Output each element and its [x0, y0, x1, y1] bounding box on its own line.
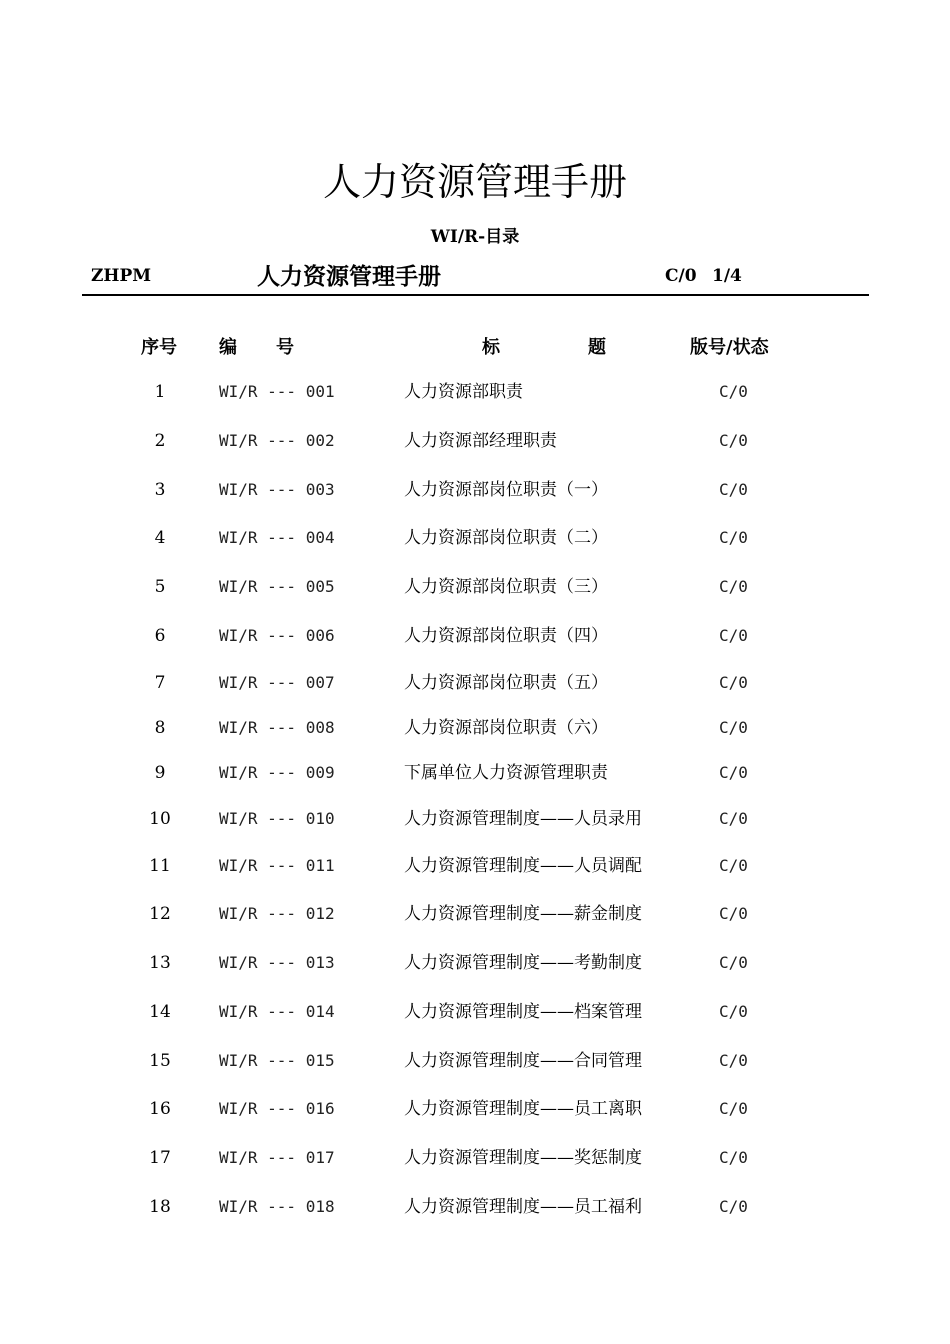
row-code: WI/R --- 006	[219, 626, 335, 645]
row-code: WI/R --- 012	[219, 904, 335, 923]
table-row	[0, 714, 950, 742]
row-number: 6	[154, 626, 166, 646]
row-title: 人力资源管理制度——人员录用	[404, 809, 642, 829]
row-title: 人力资源部岗位职责（三）	[404, 577, 608, 597]
row-number: 12	[149, 904, 171, 924]
row-title: 人力资源管理制度——员工离职	[404, 1099, 642, 1119]
column-header-version: 版号/状态	[690, 337, 769, 358]
table-row	[0, 1144, 950, 1172]
row-code: WI/R --- 011	[219, 856, 335, 875]
table-row	[0, 852, 950, 880]
table-row	[0, 949, 950, 977]
row-number: 16	[149, 1099, 171, 1119]
row-number: 10	[149, 809, 171, 829]
header-page-number: 1/4	[712, 266, 742, 286]
row-title: 人力资源管理制度——奖惩制度	[404, 1148, 642, 1168]
row-number: 3	[154, 480, 166, 500]
table-row	[0, 1095, 950, 1123]
row-title: 人力资源部职责	[404, 382, 523, 402]
row-version: C/0	[719, 577, 748, 596]
page-title: 人力资源管理手册	[322, 160, 627, 204]
row-code: WI/R --- 018	[219, 1197, 335, 1216]
table-row	[0, 427, 950, 455]
row-code: WI/R --- 007	[219, 673, 335, 692]
row-code: WI/R --- 013	[219, 953, 335, 972]
row-version: C/0	[719, 1051, 748, 1070]
row-number: 15	[149, 1051, 171, 1071]
row-version: C/0	[719, 953, 748, 972]
row-code: WI/R --- 016	[219, 1099, 335, 1118]
column-header-title-1: 标	[482, 337, 500, 358]
row-title: 人力资源管理制度——合同管理	[404, 1051, 642, 1071]
row-title: 人力资源部岗位职责（六）	[404, 718, 608, 738]
document-code: WI/R-目录	[430, 227, 520, 247]
row-number: 4	[154, 528, 166, 548]
row-version: C/0	[719, 1148, 748, 1167]
row-number: 17	[149, 1148, 171, 1168]
table-row	[0, 378, 950, 406]
table-row	[0, 1193, 950, 1221]
row-title: 人力资源部经理职责	[404, 431, 557, 451]
column-header-no: 序号	[141, 337, 177, 358]
table-row	[0, 622, 950, 650]
header-org-code: ZHPM	[91, 266, 152, 286]
row-code: WI/R --- 004	[219, 528, 335, 547]
row-title: 人力资源管理制度——薪金制度	[404, 904, 642, 924]
row-version: C/0	[719, 763, 748, 782]
row-title: 人力资源部岗位职责（二）	[404, 528, 608, 548]
row-number: 9	[154, 763, 166, 783]
row-number: 1	[154, 382, 166, 402]
row-number: 5	[154, 577, 166, 597]
row-version: C/0	[719, 528, 748, 547]
row-title: 人力资源管理制度——考勤制度	[404, 953, 642, 973]
column-header-title-2: 题	[588, 337, 606, 358]
table-row	[0, 476, 950, 504]
row-version: C/0	[719, 718, 748, 737]
table-row	[0, 805, 950, 833]
row-code: WI/R --- 001	[219, 382, 335, 401]
row-title: 人力资源管理制度——人员调配	[404, 856, 642, 876]
row-code: WI/R --- 015	[219, 1051, 335, 1070]
row-code: WI/R --- 002	[219, 431, 335, 450]
row-version: C/0	[719, 809, 748, 828]
row-code: WI/R --- 003	[219, 480, 335, 499]
row-code: WI/R --- 009	[219, 763, 335, 782]
header-manual-title: 人力资源管理手册	[257, 263, 441, 290]
row-code: WI/R --- 017	[219, 1148, 335, 1167]
row-number: 18	[149, 1197, 171, 1217]
row-version: C/0	[719, 626, 748, 645]
row-version: C/0	[719, 431, 748, 450]
table-row	[0, 669, 950, 697]
row-title: 人力资源管理制度——员工福利	[404, 1197, 642, 1217]
column-header-code-2: 号	[276, 337, 294, 358]
row-version: C/0	[719, 673, 748, 692]
row-title: 下属单位人力资源管理职责	[404, 763, 608, 783]
header-divider	[82, 294, 869, 296]
row-title: 人力资源部岗位职责（一）	[404, 480, 608, 500]
table-row	[0, 998, 950, 1026]
table-row	[0, 1047, 950, 1075]
table-row	[0, 524, 950, 552]
table-row	[0, 573, 950, 601]
row-code: WI/R --- 008	[219, 718, 335, 737]
table-row	[0, 759, 950, 787]
row-version: C/0	[719, 1197, 748, 1216]
row-number: 11	[149, 856, 171, 876]
row-code: WI/R --- 005	[219, 577, 335, 596]
row-version: C/0	[719, 1002, 748, 1021]
row-number: 2	[154, 431, 166, 451]
row-version: C/0	[719, 382, 748, 401]
row-title: 人力资源管理制度——档案管理	[404, 1002, 642, 1022]
row-title: 人力资源部岗位职责（五）	[404, 673, 608, 693]
header-version: C/0	[665, 266, 697, 286]
row-version: C/0	[719, 1099, 748, 1118]
row-version: C/0	[719, 480, 748, 499]
column-header-code-1: 编	[219, 337, 237, 358]
row-number: 13	[149, 953, 171, 973]
row-version: C/0	[719, 856, 748, 875]
row-number: 8	[154, 718, 166, 738]
table-row	[0, 900, 950, 928]
row-number: 14	[149, 1002, 171, 1022]
row-number: 7	[154, 673, 166, 693]
row-title: 人力资源部岗位职责（四）	[404, 626, 608, 646]
row-code: WI/R --- 010	[219, 809, 335, 828]
row-version: C/0	[719, 904, 748, 923]
row-code: WI/R --- 014	[219, 1002, 335, 1021]
